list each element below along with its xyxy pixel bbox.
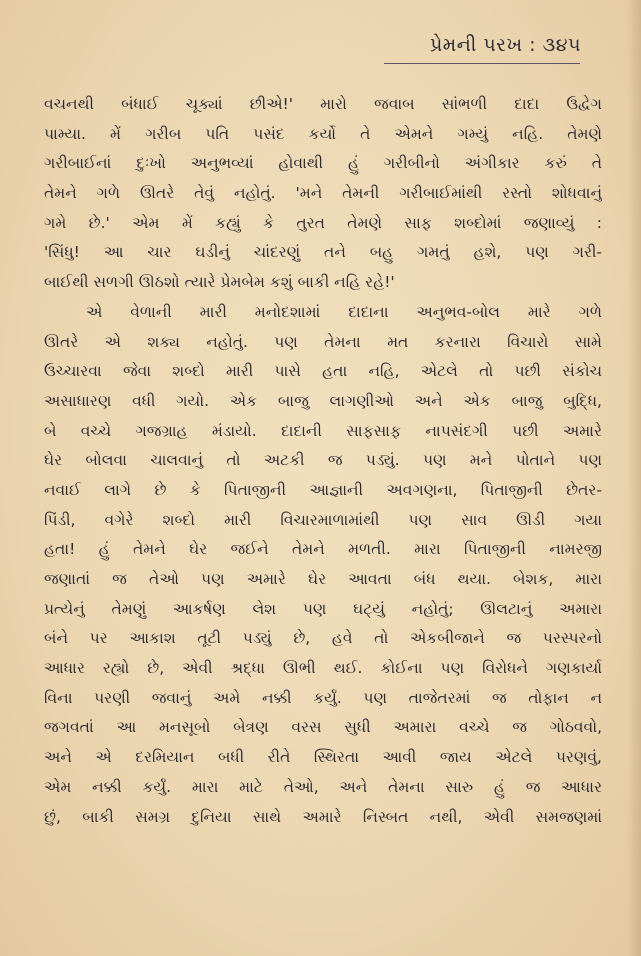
text-line: જણાતાં જ તેઓ પણ અમારે ઘેર આવતા બંધ થયા. બેશક, મારા bbox=[44, 570, 602, 588]
text-line: જગવતાં આ મનસૂબો બેત્રણ વરસ સુધી અમારા વચ્ચે જ ગોઠવવો, bbox=[44, 718, 602, 737]
text-line: અને એ દરમિયાન બધી રીતે સ્થિરતા આવી જાય એટલે પરણવું, bbox=[44, 748, 602, 767]
text-line: છું, બાકી સમગ્ર દુનિયા સાથે અમારે નિસ્બત નથી, એવી સમજણમાં bbox=[44, 807, 602, 826]
text-line: વચનથી બંધાઈ ચૂક્યાં છીએ!' મારો જવાબ સાંભળી દાદા ઉદ્વેગ bbox=[44, 95, 602, 113]
text-line: વિના પરણી જવાનું અમે નક્કી કર્યું. પણ તાજેતરમાં જ તોફાન ન bbox=[44, 688, 602, 707]
body-text bbox=[44, 90, 602, 832]
text-line: 'સિંધુ! આ ચાર ઘડીનું ચાંદરણું તને બહુ ગમતું હશે, પણ ગરી- bbox=[44, 243, 602, 262]
text-line: આધાર રહ્યો છે, એવી શ્રદ્ધા ઊભી થઈ. કોઈના પણ વિરોધને ગણકાર્યા bbox=[44, 659, 602, 678]
text-line: પ્રત્યેનું તેમણું આકર્ષણ લેશ પણ ઘટ્યું નહોતું; ઊલટાનું અમારા bbox=[44, 599, 602, 618]
text-line: બંને પર આકાશ તૂટી પડ્યું છે, હવે તો એકબીજાને જ પરસ્પરનો bbox=[44, 629, 602, 648]
running-head: પ્રેમની પરખ : ૩૪૫ bbox=[429, 34, 581, 56]
text-line: ઊતરે એ શક્ય નહોતું. પણ તેમના મત કરનારા વિચારો સામે bbox=[44, 332, 602, 351]
page-edge-shadow bbox=[627, 0, 641, 956]
text-line: પામ્યા. મેં ગરીબ પતિ પસંદ કર્યો તે એમને ગમ્યું નહિ. તેમણે bbox=[44, 124, 602, 143]
text-line: પિંડી, વગેરે શબ્દો મારી વિચારમાળામાંથી પણ સાવ ઊડી ગયા bbox=[44, 510, 602, 529]
text-line: એ વેળાની મારી મનોદશામાં દાદાના અનુભવ-બોલ મારે ગળે bbox=[86, 302, 602, 321]
running-head-rule bbox=[384, 63, 580, 64]
text-line: અસાધારણ વધી ગયો. એક બાજુ લાગણીઓ અને એક બાજુ બુદ્ધિ, bbox=[44, 391, 602, 410]
text-line: એમ નક્કી કર્યું. મારા માટે તેઓ, અને તેમના સારુ હું જ આધાર bbox=[44, 777, 602, 796]
text-line: ઉચ્ચારવા જેવા શબ્દો મારી પાસે હતા નહિ, એટલે તો પછી સંકોચ bbox=[44, 362, 602, 381]
text-line: હતા! હું તેમને ઘેર જઈને તેમને મળતી. મારા પિતાજીની નામરજી bbox=[44, 540, 602, 559]
text-line: ગમે છે.' એમ મેં કહ્યું કે તુરત તેમણે સાફ શબ્દોમાં જણાવ્યું : bbox=[44, 213, 602, 232]
text-line: બાઈથી સળગી ઊઠશો ત્યારે પ્રેમબેમ કશું બાકી નહિ રહે!' bbox=[44, 273, 395, 292]
text-line: ઘેર બોલવા ચાલવાનું તો અટકી જ પડ્યું. પણ મને પોતાને પણ bbox=[44, 451, 602, 470]
text-line: ગરીબાઈનાં દુઃખો અનુભવ્યાં હોવાથી હું ગરીબીનો અંગીકાર કરું તે bbox=[44, 154, 602, 173]
text-line: નવાઈ લાગે છે કે પિતાજીની આજ્ઞાની અવગણના, પિતાજીની છેતર- bbox=[44, 480, 602, 499]
text-line: બે વચ્ચે ગજગ્રાહ મંડાયો. દાદાની સાફસાફ નાપસંદગી પછી અમારે bbox=[44, 421, 602, 440]
text-line: તેમને ગળે ઊતરે તેવું નહોતું. 'મને તેમની ગરીબાઈમાંથી રસ્તો શોધવાનું bbox=[44, 184, 602, 203]
